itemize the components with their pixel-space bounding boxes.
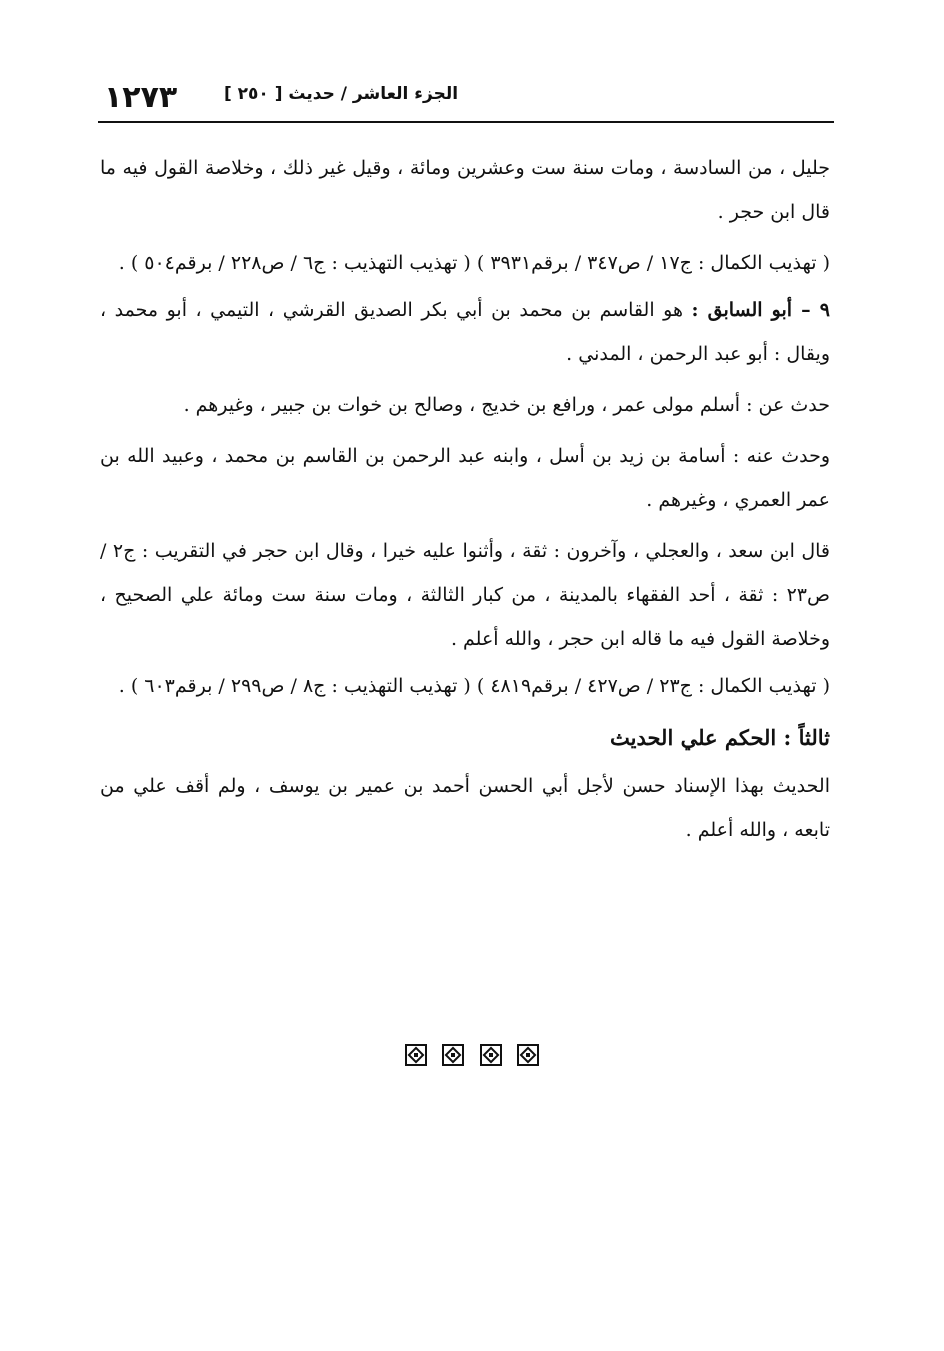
page-header [98,78,834,118]
running-title: الجزء العاشر / حديث [ ٢٥٠ ] [223,84,459,104]
paragraph-narrated-from: حدث عن : أسلم مولى عمر ، ورافع بن خديج ، وصالح بن خوات بن جبير ، وغيرهم . [183,394,830,416]
header-rule [98,121,834,123]
paragraph-grading: قال ابن سعد ، والعجلي ، وآخرون : ثقة ، وأثنوا عليه خيرا ، وقال ابن حجر في التقريب : ج٢ / ص٢٣ : ثقة ، أحد الفقهاء بالمدينة ، من كبار الثالثة ، ومات سنة ست ومائة علي الصحيح ، وخلاصة القول فيه ما قاله ابن حجر ، والله أعلم . [100,540,830,650]
ornament-square-icon [480,1044,502,1066]
paragraph-narrator-9 [100,288,830,376]
ornament-square-icon [442,1044,464,1066]
section-heading: ثالثاً : الحكم علي الحديث [610,725,830,750]
page-body [100,146,830,859]
paragraph-verdict: الحديث بهذا الإسناد حسن لأجل أبي الحسن أحمد بن عمير بن يوسف ، ولم أقف علي من تابعه ، والله أعلم . [100,775,830,841]
ornament-square-icon [405,1044,427,1066]
paragraph-narrated-by: وحدث عنه : أسامة بن زيد بن أسل ، وابنه عبد الرحمن بن القاسم بن محمد ، وعبيد الله بن عمر العمري ، وغيرهم . [100,445,830,511]
paragraph-reference-1: ( تهذيب الكمال : ج١٧ / ص٣٤٧ / برقم٣٩٣١ ) ( تهذيب التهذيب : ج٦ / ص٢٢٨ / برقم٥٠٤ ) . [118,252,830,274]
paragraph-reference-2: ( تهذيب الكمال : ج٢٣ / ص٤٢٧ / برقم٤٨١٩ ) ( تهذيب التهذيب : ج٨ / ص٢٩٩ / برقم٦٠٣ ) . [118,675,830,697]
page-number: ١٢٧٣ [104,80,178,115]
narrator-name: ٩ – أبو السابق : [691,299,830,321]
end-ornaments [0,1044,944,1070]
paragraph-narrator-end: جليل ، من السادسة ، ومات سنة ست وعشرين ومائة ، وقيل غير ذلك ، وخلاصة القول فيه ما قال ابن حجر . [100,157,830,223]
narrator-description: هو القاسم بن محمد بن أبي بكر الصديق القرشي ، التيمي ، أبو محمد ، ويقال : أبو عبد الرحمن ، المدني . [100,299,830,365]
ornament-square-icon [517,1044,539,1066]
